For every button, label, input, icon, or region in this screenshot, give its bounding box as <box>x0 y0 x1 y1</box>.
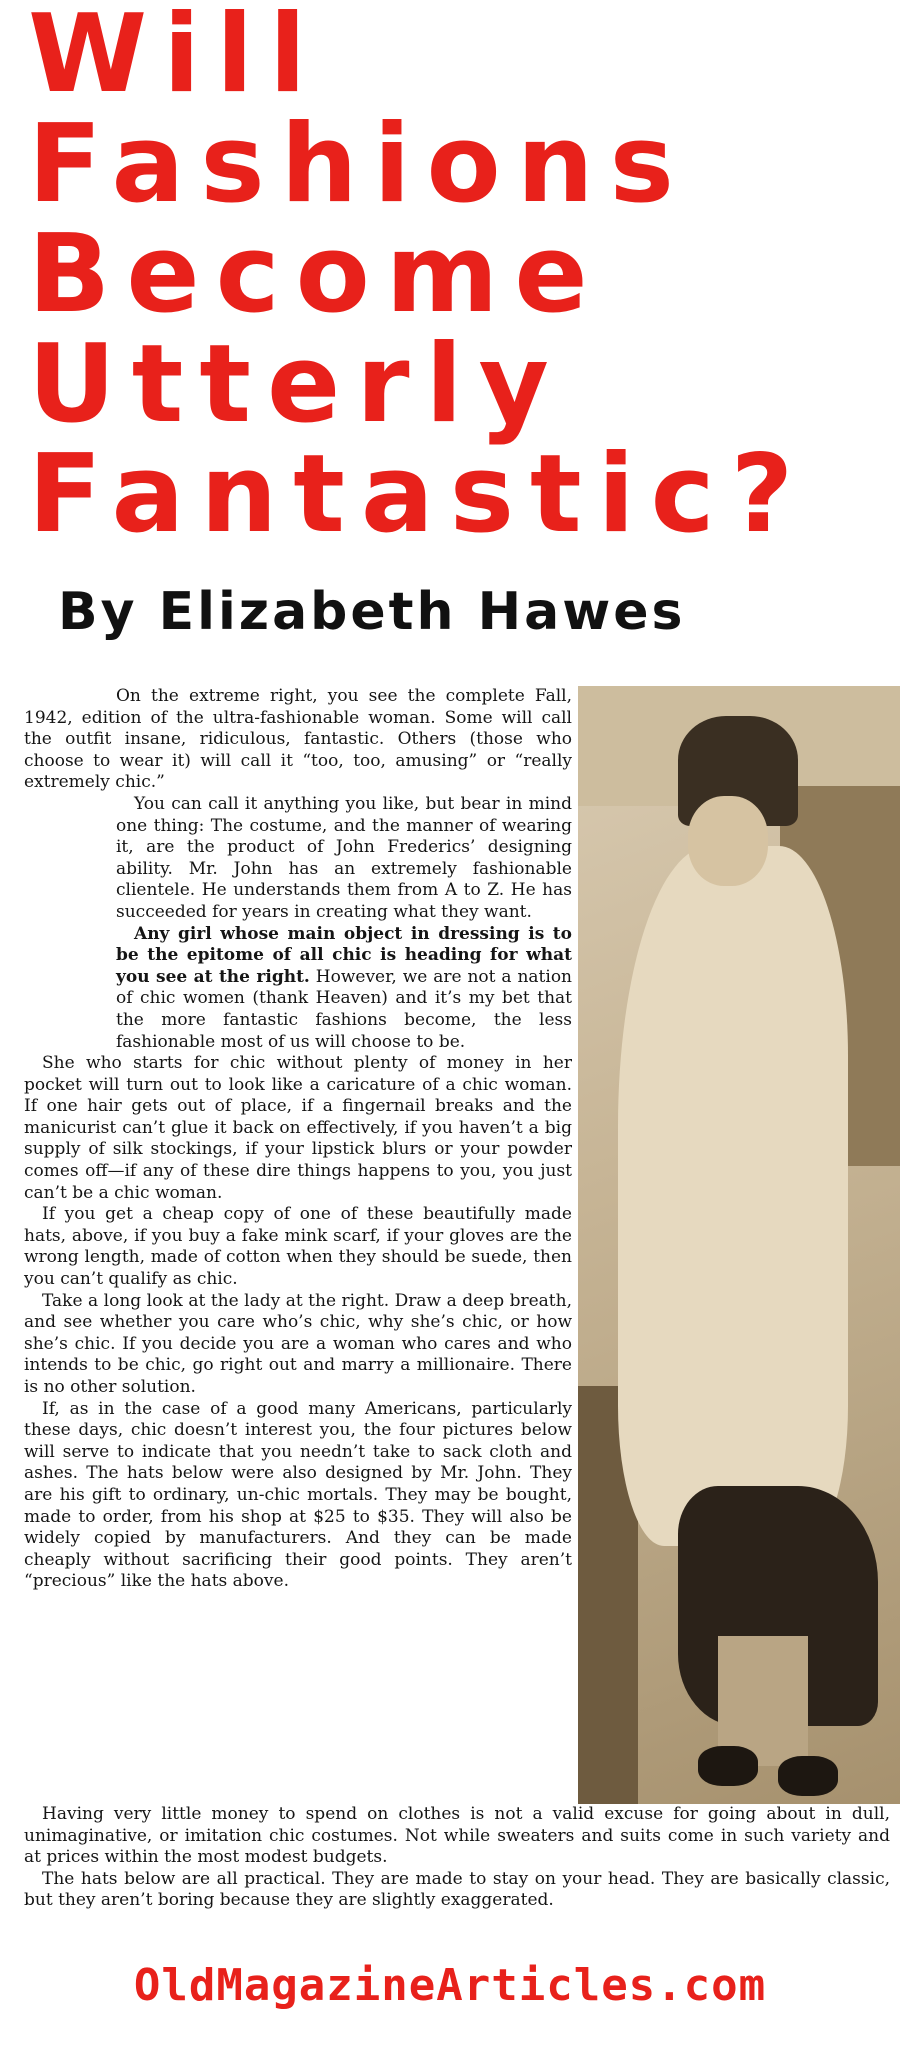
paragraph-2: You can call it anything you like, but bear in mind one thing: The costume, and the manner of wearing it, are the product of John Frederics’ designing ability. Mr. John has an extremely fashionable clientele. He understands them from A to Z. He has succeeded for years in creating what they want. <box>116 793 572 922</box>
paragraph-7: If, as in the case of a good many Americans, particularly these days, chic doesn’t interest you, the four pictures below will serve to indicate that you needn’t take to sack cloth and ashes. The hats below were also designed by Mr. John. They are his gift to ordinary, un-chic mortals. They may be bought, made to order, from his shop at $25 to $35. They will also be widely copied by manufacturers. And they can be made cheaply without sacrificing their good points. They aren’t “precious” like the hats above. <box>24 1398 572 1592</box>
headline-line-4: Utterly <box>28 322 565 447</box>
photo-shoe <box>698 1746 758 1786</box>
bold-lead-rest: However, we are not a nation of chic women (thank Heaven) and it’s my bet that the more fantastic fashions become, the less fashionable most of us will choose to be. <box>116 966 573 1052</box>
headline-line-5: Fantastic? <box>28 432 810 557</box>
headline-line-3: Become <box>28 212 604 337</box>
article-full-width <box>24 1804 890 1912</box>
headline <box>28 0 888 557</box>
paragraph-8: Having very little money to spend on clothes is not a valid excuse for going about in dull, unimaginative, or imitation chic costumes. Not while sweaters and suits come in such variety and at prices within the most modest budgets. <box>24 1804 890 1868</box>
site-watermark: OldMagazineArticles.com <box>133 1960 767 2011</box>
paragraph-1: On the extreme right, you see the complete Fall, 1942, edition of the ultra-fashionable woman. Some will call the outfit insane, ridiculous, fantastic. Others (those who choose to wear it) will call it “too, too, amusing” or “really extremely chic.” <box>24 686 572 793</box>
byline: By Elizabeth Hawes <box>58 582 686 642</box>
photo-shoe <box>778 1756 838 1796</box>
photo-coat <box>618 846 848 1546</box>
headline-line-1: Will <box>28 0 323 117</box>
paragraph-9: The hats below are all practical. They are made to stay on your head. They are basically classic, but they aren’t boring because they are slightly exaggerated. <box>24 1868 890 1911</box>
article-column <box>24 686 572 1593</box>
headline-line-2: Fashions <box>28 102 690 227</box>
paragraph-3 <box>24 924 572 1054</box>
photo-face <box>688 796 768 886</box>
paragraph-4: She who starts for chic without plenty of money in her pocket will turn out to look like a caricature of a chic woman. If one hair gets out of place, if a fingernail breaks and the manicurist can’t glue it back on effectively, if you haven’t a big supply of silk stockings, if your lipstick blurs or your powder comes off—if any of these dire things happens to you, you just can’t be a chic woman. <box>24 1053 572 1203</box>
bold-lead: Any girl whose main object in dressing is to be the epitome of all chic is heading for what you see at the right. <box>116 923 572 987</box>
paragraph-6: Take a long look at the lady at the right. Draw a deep breath, and see whether you care who’s chic, why she’s chic, or how she’s chic. If you decide you are a woman who cares and who intends to be chic, go right out and marry a millionaire. There is no other solution. <box>24 1290 572 1397</box>
paragraph-5: If you get a cheap copy of one of these beautifully made hats, above, if you buy a fake mink scarf, if your gloves are the wrong length, made of cotton when they should be suede, then you can’t qualify as chic. <box>24 1204 572 1290</box>
fashion-photo <box>578 686 900 1804</box>
